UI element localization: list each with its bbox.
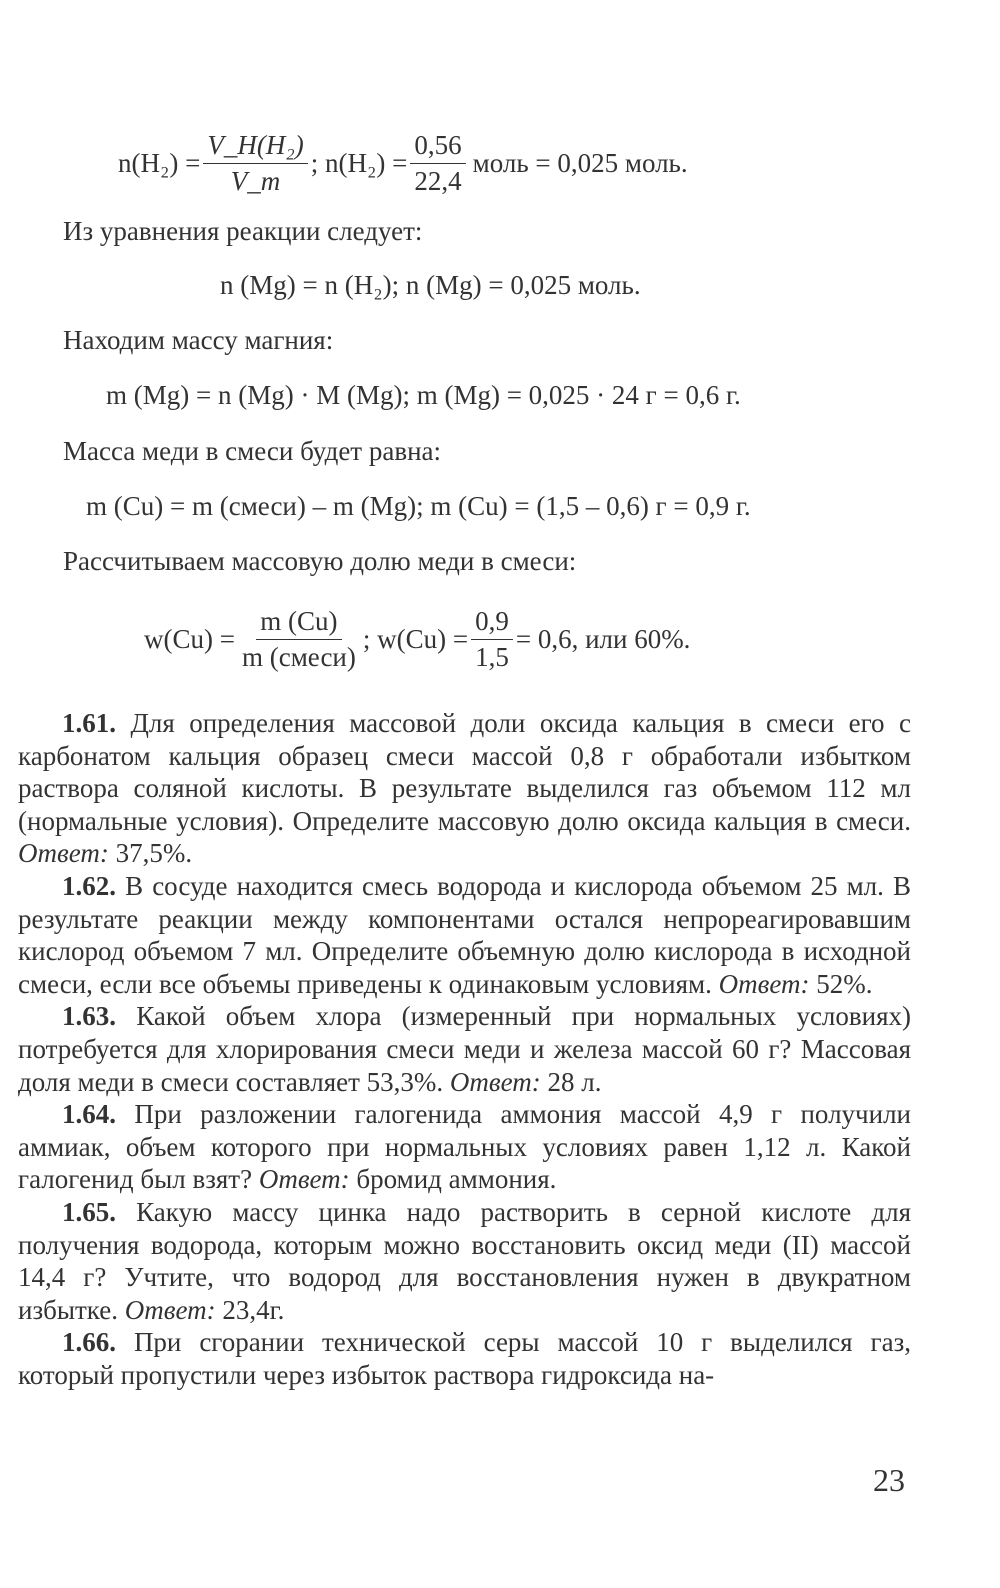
formula1-denominator: V_m: [230, 166, 281, 196]
answer-label: Ответ:: [18, 838, 109, 869]
problem-number: 1.63.: [62, 1001, 116, 1032]
answer-label: Ответ:: [124, 1294, 216, 1325]
answer-value: 28 л.: [547, 1066, 602, 1097]
text-mass-mg: Находим массу магния:: [63, 325, 334, 355]
answer-label: Ответ:: [258, 1164, 350, 1195]
problem-text: При разложении галогенида аммония массой 4,9 г получили аммиак, объем которого при нормальных условиях равен 1,12 л. Какой галогенид был взят?: [18, 1099, 911, 1195]
formula-mg-mass: m (Mg) = n (Mg) · M (Mg); m (Mg) = 0,025 · 24 г = 0,6 г.: [106, 380, 741, 410]
formula5-denominator: m (смеси): [241, 642, 356, 672]
problem-list: [18, 707, 911, 1391]
formula1-lhs: n(H₂) =: [118, 148, 201, 178]
answer-value: 52%.: [816, 968, 873, 999]
problem-text: Для определения массовой доли оксида кальция в смеси его с карбонатом кальция образец смеси массой 0,8 г обработали избытком раствора соляной кислоты. В результате выделился газ объемом 112 мл (нормальные условия). Определите массовую долю оксида кальция в смеси.: [18, 708, 911, 836]
formula1-value-fraction: [410, 132, 465, 195]
formula-cu-fraction: [144, 608, 690, 671]
formula5-mid: ; w(Cu) =: [362, 624, 469, 654]
problem-text: При сгорании технической серы массой 10 г выделился газ, который пропустили через избыток раствора гидроксида на-: [18, 1327, 911, 1390]
problem-text: Какой объем хлора (измеренный при нормальных условиях) потребуется для хлорирования смеси меди и железа массой 60 г? Массовая доля меди в смеси составляет 53,3%.: [18, 1001, 912, 1097]
text-reaction: Из уравнения реакции следует:: [63, 216, 423, 246]
answer-value: 37,5%.: [115, 838, 193, 869]
formula1-mid: ; n(H₂) =: [310, 148, 408, 178]
formula1-value-numerator: 0,56: [410, 132, 465, 164]
formula1-result: моль = 0,025 моль.: [472, 148, 688, 178]
formula5-value-numerator: 0,9: [471, 608, 513, 640]
text-mass-cu: Масса меди в смеси будет равна:: [63, 436, 442, 466]
answer-value: 23,4г.: [222, 1294, 285, 1325]
page-number: 23: [873, 1462, 905, 1498]
answer-value: бромид аммония.: [356, 1164, 557, 1195]
formula-mg-moles: n (Mg) = n (H₂); n (Mg) = 0,025 моль.: [220, 270, 641, 300]
problem-1-66: [18, 1326, 911, 1391]
formula5-value-denominator: 1,5: [475, 642, 509, 672]
formula-moles-hydrogen: [118, 132, 688, 195]
problem-text: В сосуде находится смесь водорода и кислорода объемом 25 мл. В результате реакции между компонентами остался непрореагировавшим кислород объемом 7 мл. Определите объемную долю кислорода в исходной смеси, если все объемы приведены к одинаковым условиям.: [18, 870, 911, 999]
problem-text: Какую массу цинка надо растворить в серной кислоте для получения водорода, которым можно восстановить оксид меди (II) массой 14,4 г? Учтите, что водород для восстановления нужен в двукратном избытке.: [18, 1196, 912, 1325]
formula5-value-fraction: [471, 608, 513, 671]
problem-number: 1.65.: [62, 1196, 116, 1227]
formula5-numerator: m (Cu): [256, 608, 341, 640]
formula1-numerator: V_H(H₂): [203, 132, 307, 164]
answer-label: Ответ:: [718, 968, 810, 999]
formula-cu-mass: m (Cu) = m (смеси) – m (Mg); m (Cu) = (1,5 – 0,6) г = 0,9 г.: [86, 491, 751, 521]
formula5-lhs: w(Cu) =: [144, 624, 235, 654]
formula5-fraction: [238, 608, 360, 671]
formula1-fraction: [203, 132, 307, 195]
problem-number: 1.66.: [62, 1327, 116, 1358]
problem-number: 1.64.: [62, 1099, 116, 1130]
text-fraction: Рассчитываем массовую долю меди в смеси:: [63, 546, 577, 576]
problem-number: 1.61.: [62, 708, 116, 738]
problem-1-65: [18, 1196, 911, 1326]
formula1-value-denominator: 22,4: [414, 166, 462, 196]
problem-1-61: [18, 707, 911, 870]
problem-1-62: [18, 870, 911, 1000]
answer-label: Ответ:: [449, 1066, 541, 1097]
problem-number: 1.62.: [62, 870, 116, 901]
problem-1-63: [18, 1000, 911, 1098]
formula5-result: = 0,6, или 60%.: [515, 624, 691, 654]
problem-1-64: [18, 1098, 911, 1196]
